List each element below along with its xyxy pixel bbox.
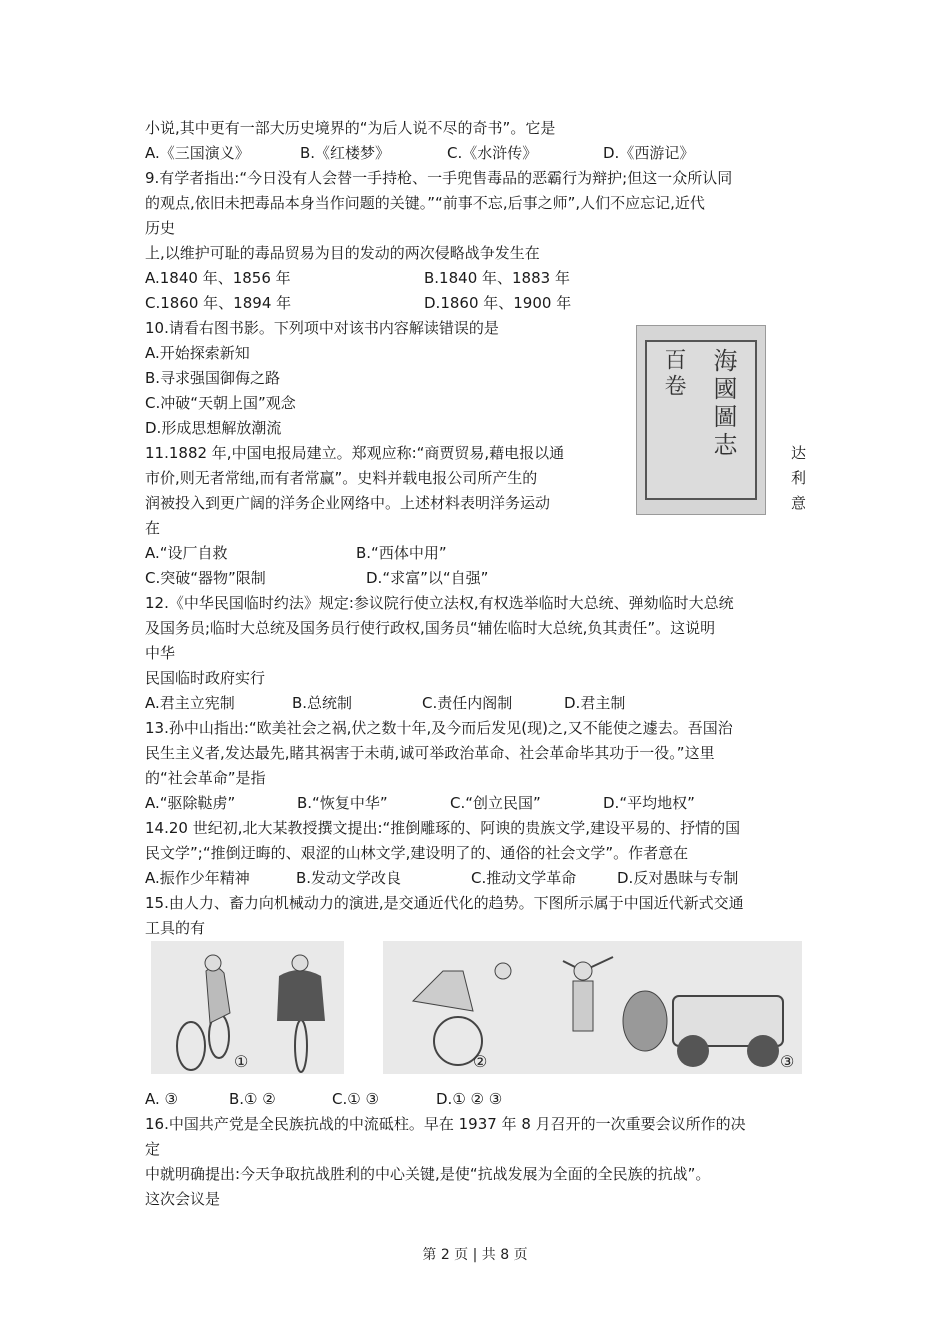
- q9-option-a: A.1840 年、1856 年: [145, 269, 291, 287]
- book-cover-image: [636, 325, 766, 515]
- q13-option-c: C.“创立民国”: [450, 794, 541, 812]
- q13-stem-line-3: 的“社会革命”是指: [145, 769, 266, 787]
- q9-option-b: B.1840 年、1883 年: [424, 269, 570, 287]
- q9-stem-line-3: 历史: [145, 219, 176, 237]
- q8-option-d: D.《西游记》: [603, 144, 695, 162]
- q15-option-c: C.① ③: [332, 1090, 379, 1108]
- book-cover-frame: [645, 340, 757, 500]
- q13-option-a: A.“驱除鞑虏”: [145, 794, 236, 812]
- q14-option-b: B.发动文学改良: [296, 869, 402, 887]
- q12-option-d: D.君主制: [564, 694, 626, 712]
- q14-option-a: A.振作少年精神: [145, 869, 250, 887]
- q14-option-c: C.推动文学革命: [471, 869, 577, 887]
- q10-option-b: B.寻求强国御侮之路: [145, 369, 281, 387]
- q12-stem-line-2: 及国务员;临时大总统及国务员行使行政权,国务员“辅佐临时大总统,负其责任”。这说明: [145, 619, 716, 637]
- q11-option-d: D.“求富”以“自强”: [366, 569, 489, 587]
- q11-stem-line-1: 11.1882 年,中国电报局建立。郑观应称:“商贾贸易,藉电报以通: [145, 444, 565, 462]
- image-label-3: ③: [780, 1052, 795, 1071]
- q15-option-a: A. ③: [145, 1090, 178, 1108]
- q8-option-a: A.《三国演义》: [145, 144, 250, 162]
- q12-stem-line-4: 民国临时政府实行: [145, 669, 266, 687]
- q11-stem-line-4: 在: [145, 519, 161, 537]
- q12-stem-line-1: 12.《中华民国临时约法》规定:参议院行使立法权,有权选举临时大总统、弹劾临时大总统: [145, 594, 734, 612]
- q13-option-b: B.“恢复中华”: [297, 794, 388, 812]
- page-number-footer: 第 2 页 | 共 8 页: [422, 1247, 528, 1263]
- q11-stem-line-2: 市价,则无者常绌,而有者常赢”。史料并载电报公司所产生的: [145, 469, 538, 487]
- q15-stem-line-2: 工具的有: [145, 919, 206, 937]
- q8-stem-tail: 小说,其中更有一部大历史境界的“为后人说不尽的奇书”。它是: [145, 119, 556, 137]
- q11-option-b: B.“西体中用”: [356, 544, 447, 562]
- q10-option-c: C.冲破“天朝上国”观念: [145, 394, 296, 412]
- q16-stem-line-3: 中就明确提出:今天争取抗战胜利的中心关键,是使“抗战发展为全面的全民族的抗战”。: [145, 1165, 711, 1183]
- q13-option-d: D.“平均地权”: [603, 794, 695, 812]
- q14-option-d: D.反对愚昧与专制: [617, 869, 739, 887]
- q12-option-a: A.君主立宪制: [145, 694, 235, 712]
- q11-right-char-3: 意: [791, 494, 807, 512]
- q10-option-d: D.形成思想解放潮流: [145, 419, 282, 437]
- rickshaw-car-icon: [383, 941, 802, 1074]
- q15-option-b: B.① ②: [229, 1090, 276, 1108]
- q12-option-b: B.总统制: [292, 694, 353, 712]
- book-title-right: 海國圖志: [709, 348, 737, 460]
- q16-stem-line-2: 定: [145, 1140, 161, 1158]
- q8-option-b: B.《红楼梦》: [300, 144, 391, 162]
- q13-stem-line-1: 13.孙中山指出:“欧美社会之祸,伏之数十年,及今而后发见(现)之,又不能使之遽去。吾国治: [145, 719, 733, 737]
- q9-option-d: D.1860 年、1900 年: [424, 294, 572, 312]
- q10-stem: 10.请看右图书影。下列项中对该书内容解读错误的是: [145, 319, 499, 337]
- q12-option-c: C.责任内阁制: [422, 694, 513, 712]
- q11-option-c: C.突破“器物”限制: [145, 569, 266, 587]
- image-label-1: ①: [234, 1052, 249, 1071]
- q13-stem-line-2: 民生主义者,发达最先,睹其祸害于未萌,诚可举政治革命、社会革命毕其功于一役。”这里: [145, 744, 715, 762]
- q15-option-d: D.① ② ③: [436, 1090, 503, 1108]
- image-label-2: ②: [473, 1052, 488, 1071]
- q12-stem-line-3: 中华: [145, 644, 176, 662]
- q16-stem-line-1: 16.中国共产党是全民族抗战的中流砥柱。早在 1937 年 8 月召开的一次重要会议所作的决: [145, 1115, 746, 1133]
- q14-stem-line-2: 民文学”;“推倒迂晦的、艰涩的山林文学,建设明了的、通俗的社会文学”。作者意在: [145, 844, 689, 862]
- q9-option-c: C.1860 年、1894 年: [145, 294, 292, 312]
- q9-stem-line-4: 上,以维护可耻的毒品贸易为目的发动的两次侵略战争发生在: [145, 244, 540, 262]
- q11-right-char-2: 利: [791, 469, 807, 487]
- street-traffic-illustration: [383, 941, 802, 1074]
- q11-stem-line-3: 润被投入到更广阔的洋务企业网络中。上述材料表明洋务运动: [145, 494, 551, 512]
- q10-option-a: A.开始探索新知: [145, 344, 250, 362]
- q9-stem-line-2: 的观点,依旧未把毒品本身当作问题的关键。”“前事不忘,后事之师”,人们不应忘记,近代: [145, 194, 705, 212]
- book-title-left: 百卷: [661, 348, 686, 400]
- q9-stem-line-1: 9.有学者指出:“今日没有人会替一手持枪、一手兜售毒品的恶霸行为辩护;但这一众所认同: [145, 169, 733, 187]
- q8-option-c: C.《水浒传》: [447, 144, 538, 162]
- q15-stem-line-1: 15.由人力、畜力向机械动力的演进,是交通近代化的趋势。下图所示属于中国近代新式交通: [145, 894, 744, 912]
- q11-option-a: A.“设厂自救: [145, 544, 228, 562]
- q16-stem-line-4: 这次会议是: [145, 1190, 221, 1208]
- q14-stem-line-1: 14.20 世纪初,北大某教授撰文提出:“推倒雕琢的、阿谀的贵族文学,建设平易的、抒情的国: [145, 819, 741, 837]
- q11-right-char-1: 达: [791, 444, 807, 462]
